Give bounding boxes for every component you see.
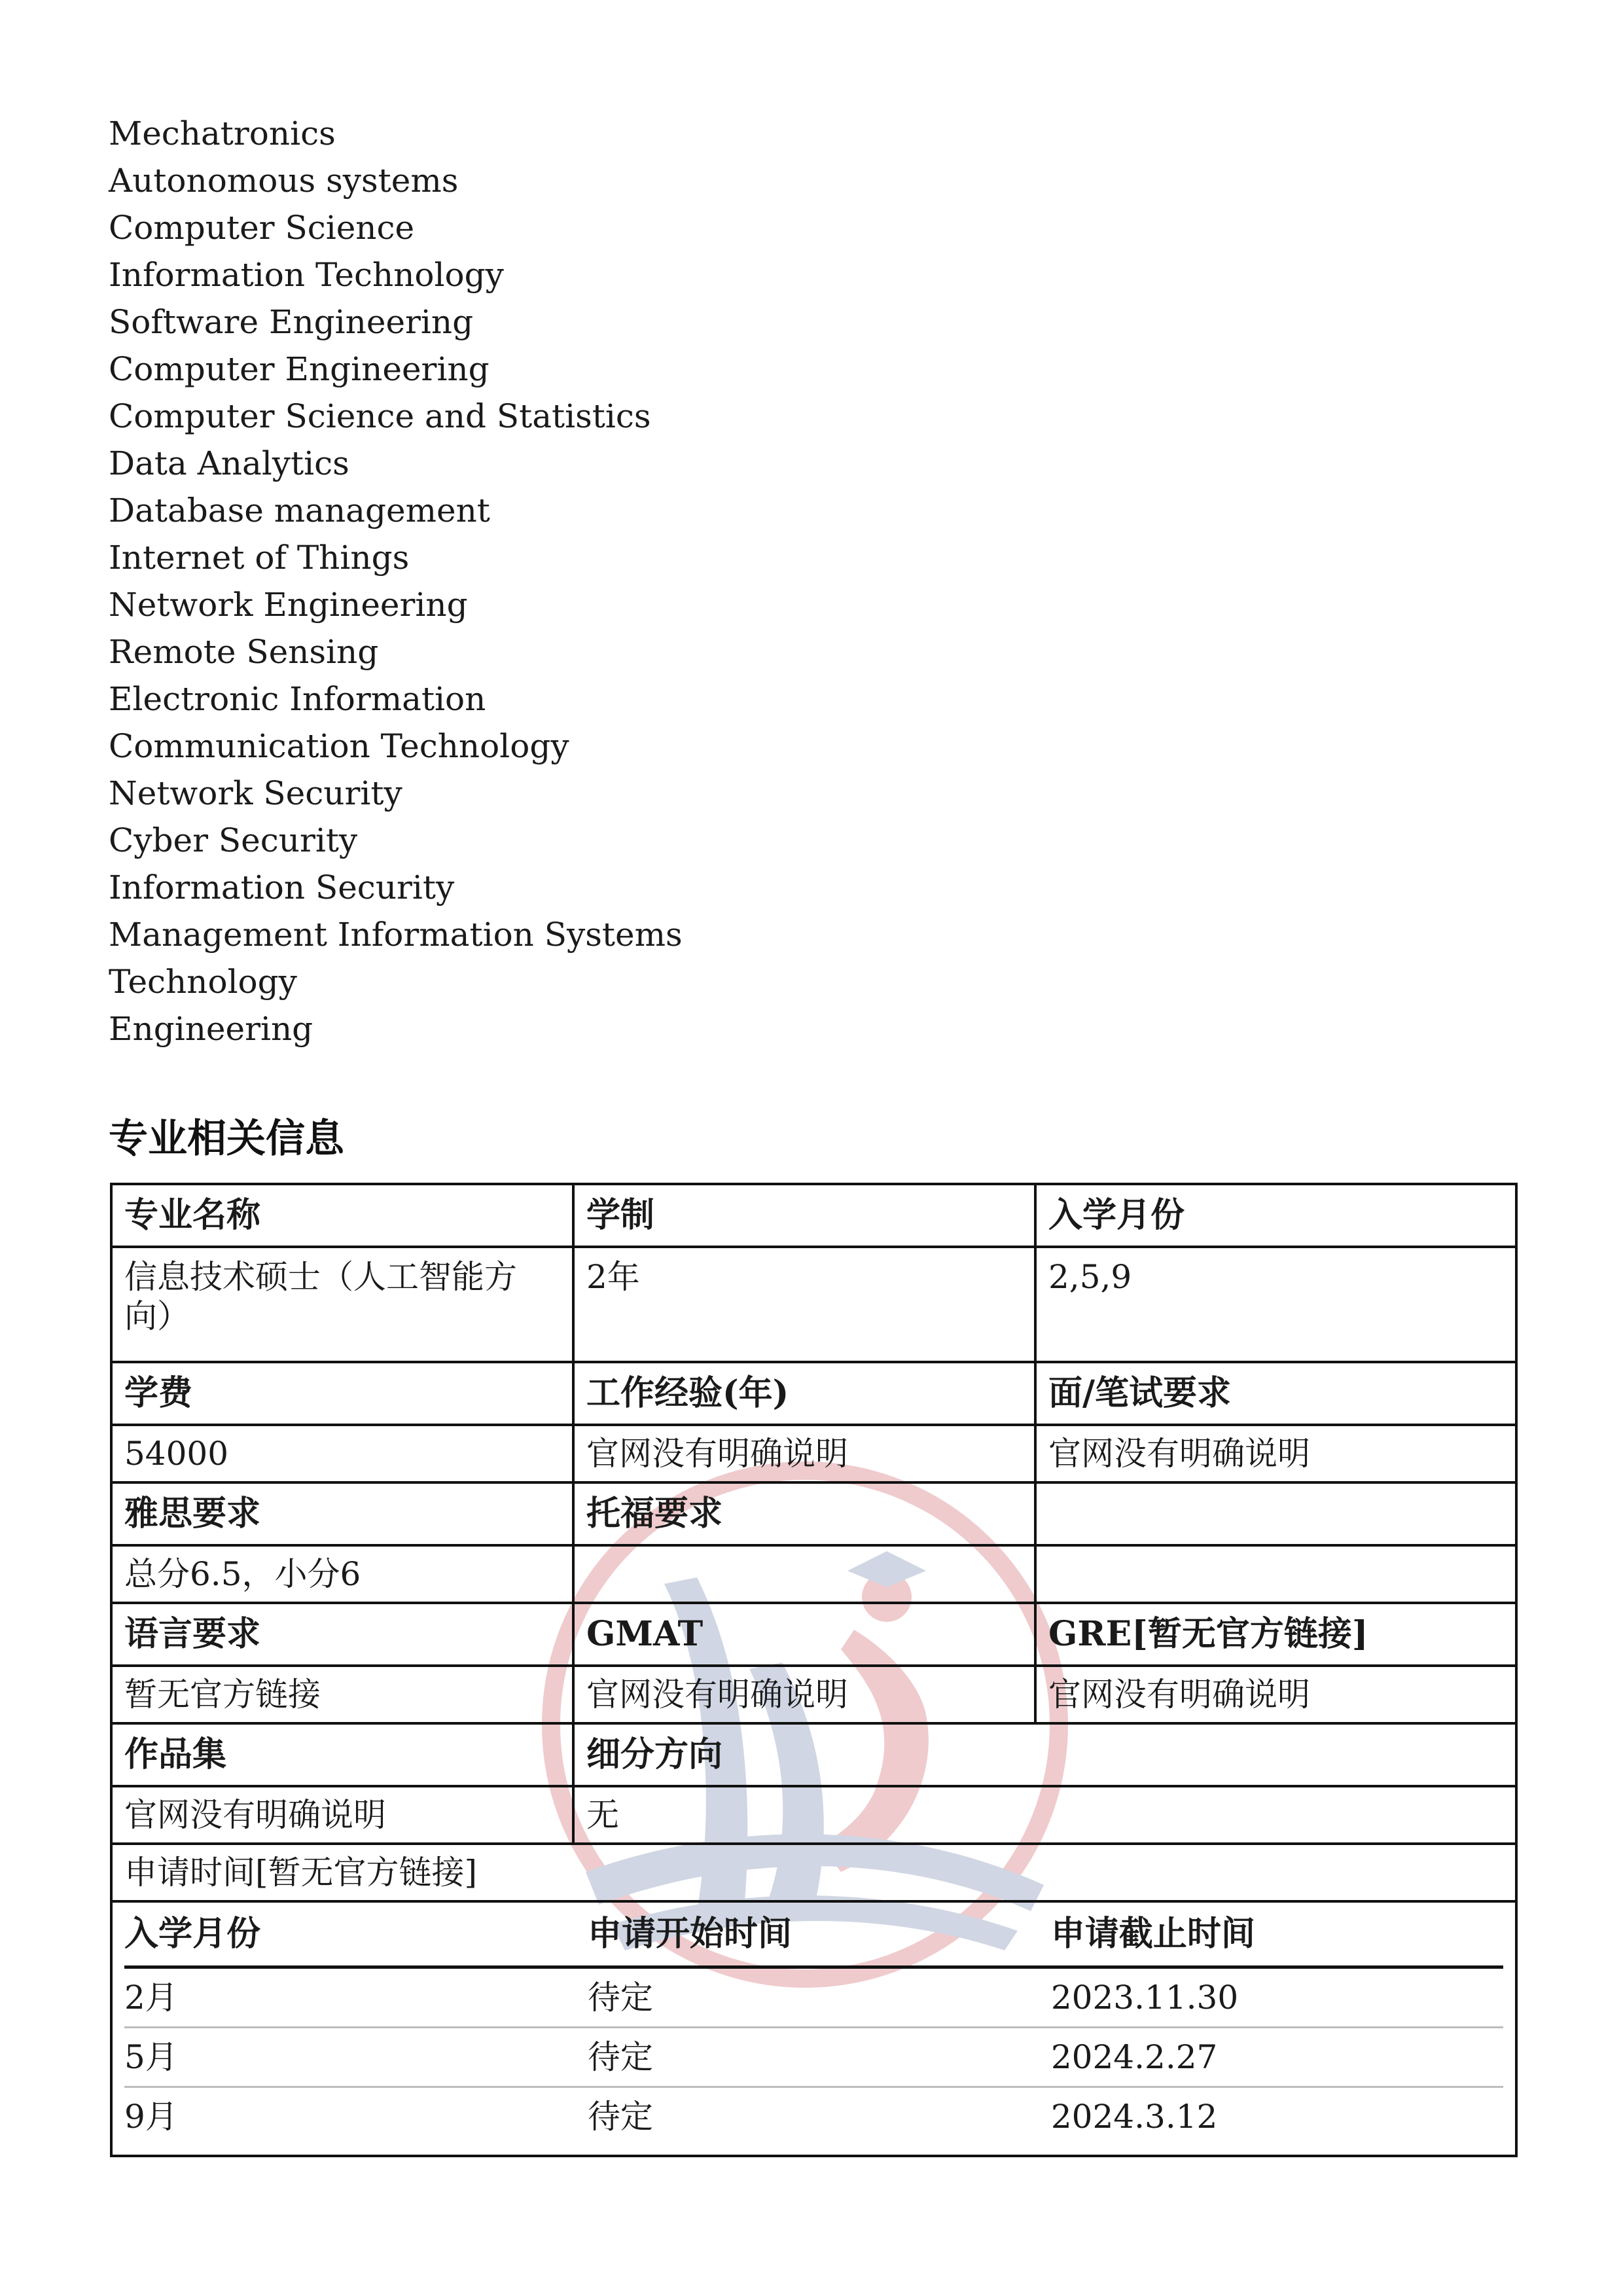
major-list-item: Electronic Information	[109, 680, 486, 718]
major-list-item: Information Security	[109, 869, 455, 906]
major-list-item: Engineering	[109, 1010, 313, 1048]
gre-value: 官网没有明确说明	[1035, 1666, 1516, 1723]
portfolio-label: 作品集	[111, 1723, 573, 1786]
toefl-value	[573, 1545, 1035, 1603]
table-row	[111, 1901, 1516, 2156]
intake-label: 入学月份	[1035, 1184, 1516, 1247]
schedule-intake: 2月	[124, 1967, 588, 2028]
schedule-header-start: 申请开始时间	[588, 1903, 1051, 1967]
major-list-item: Information Technology	[109, 256, 504, 294]
major-list-item: Autonomous systems	[109, 162, 459, 200]
table-row	[111, 1482, 1516, 1545]
table-row	[111, 1545, 1516, 1603]
portfolio-value: 官网没有明确说明	[111, 1786, 573, 1844]
table-row	[111, 1362, 1516, 1425]
major-list-item: Communication Technology	[109, 727, 569, 765]
table-row	[111, 1786, 1516, 1844]
table-row	[111, 1603, 1516, 1666]
schedule-deadline: 2024.2.27	[1051, 2028, 1503, 2087]
table-row	[111, 1425, 1516, 1482]
major-list-item: Computer Science	[109, 209, 415, 247]
major-list-item: Database management	[109, 492, 490, 529]
language-label: 语言要求	[111, 1603, 573, 1666]
table-row	[111, 1184, 1516, 1247]
schedule-deadline: 2023.11.30	[1051, 1967, 1503, 2028]
schedule-row	[124, 2087, 1503, 2146]
table-row	[111, 1247, 1516, 1362]
major-list-item: Computer Engineering	[109, 350, 490, 388]
major-name-value: 信息技术硕士（人工智能方向）	[111, 1247, 573, 1362]
language-value: 暂无官方链接	[111, 1666, 573, 1723]
table-row	[111, 1844, 1516, 1901]
schedule-start: 待定	[587, 2098, 653, 2136]
specialization-label: 细分方向	[573, 1723, 1516, 1786]
application-time-label: 申请时间[暂无官方链接]	[111, 1844, 1516, 1901]
empty-cell	[1035, 1482, 1516, 1545]
schedule-start: 待定	[588, 1967, 1051, 2028]
toefl-label: 托福要求	[573, 1482, 1035, 1545]
schedule-header-row	[124, 1903, 1503, 1967]
major-list-item: Network Engineering	[109, 586, 468, 624]
gre-label: GRE[暂无官方链接]	[1035, 1603, 1516, 1666]
duration-value: 2年	[573, 1247, 1035, 1362]
schedule-header-intake: 入学月份	[124, 1903, 588, 1967]
tuition-value: 54000	[111, 1425, 573, 1482]
duration-label: 学制	[573, 1184, 1035, 1247]
ielts-value: 总分6.5，小分6	[111, 1545, 573, 1603]
section-title: 专业相关信息	[109, 1116, 344, 1162]
major-list-item: Internet of Things	[109, 539, 410, 577]
gmat-label: GMAT	[573, 1603, 1035, 1666]
major-info-table	[110, 1183, 1518, 2157]
major-list	[109, 110, 683, 1052]
schedule-row	[124, 2028, 1503, 2087]
empty-cell	[1035, 1545, 1516, 1603]
major-list-item: Data Analytics	[109, 444, 349, 482]
major-list-item: Cyber Security	[109, 821, 358, 859]
schedule-header-deadline: 申请截止时间	[1051, 1903, 1503, 1967]
schedule-row	[124, 1967, 1503, 2028]
major-list-item: Software Engineering	[109, 303, 474, 341]
major-list-item: Management Information Systems	[109, 916, 683, 954]
schedule-start: 待定	[588, 2028, 1051, 2087]
major-list-item: Remote Sensing	[109, 633, 379, 671]
work-experience-label: 工作经验(年)	[573, 1362, 1035, 1425]
major-list-item: Computer Science and Statistics	[109, 397, 651, 435]
interview-value: 官网没有明确说明	[1035, 1425, 1516, 1482]
schedule-cell	[111, 1901, 1516, 2156]
table-row	[111, 1666, 1516, 1723]
schedule-deadline: 2024.3.12	[1050, 2098, 1218, 2136]
gmat-value: 官网没有明确说明	[573, 1666, 1035, 1723]
work-experience-value: 官网没有明确说明	[573, 1425, 1035, 1482]
table-row	[111, 1723, 1516, 1786]
tuition-label: 学费	[111, 1362, 573, 1425]
major-list-item: Network Security	[109, 774, 402, 812]
major-name-label: 专业名称	[111, 1184, 573, 1247]
application-schedule-table	[124, 1903, 1503, 2145]
specialization-value: 无	[573, 1786, 1516, 1844]
schedule-intake: 5月	[124, 2028, 588, 2087]
major-list-item: Mechatronics	[109, 115, 336, 152]
major-list-item: Technology	[109, 963, 297, 1001]
interview-label: 面/笔试要求	[1035, 1362, 1516, 1425]
ielts-label: 雅思要求	[111, 1482, 573, 1545]
intake-value: 2,5,9	[1035, 1247, 1516, 1362]
schedule-intake: 9月	[124, 2098, 178, 2136]
